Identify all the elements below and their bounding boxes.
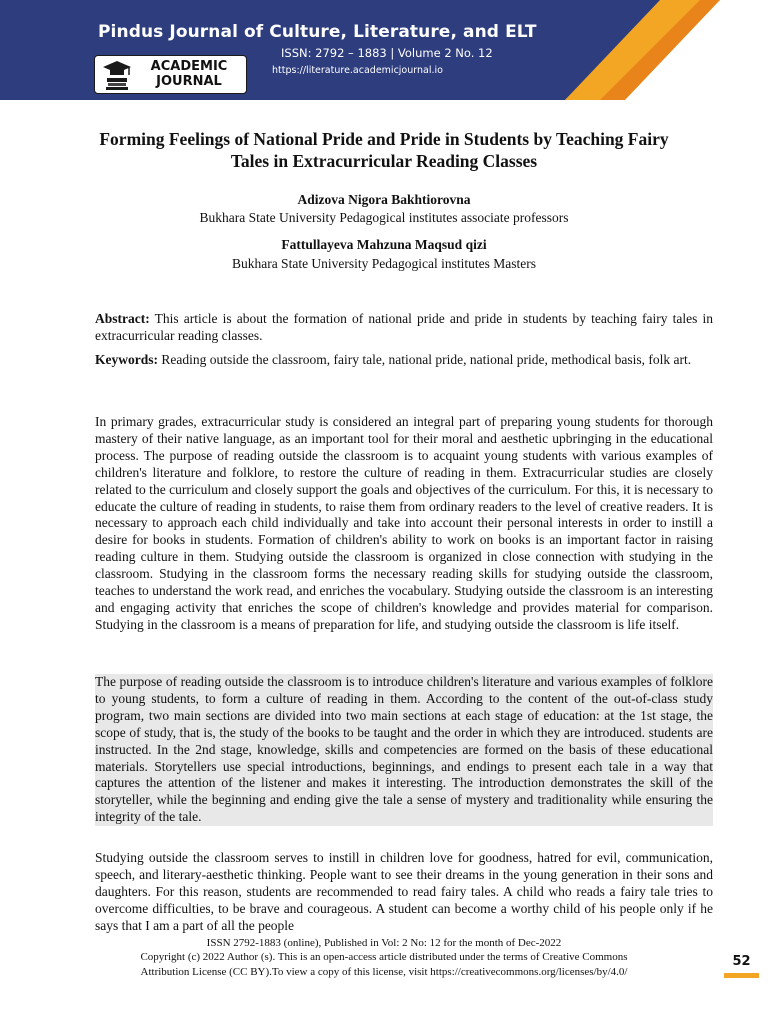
footer-copyright: Copyright (c) 2022 Author (s). This is an open-access article distributed under the terms of Creative Commons <box>140 951 628 963</box>
keywords <box>95 351 713 368</box>
author-affiliation-1: Bukhara State University Pedagogical institutes associate professors <box>199 210 569 225</box>
abstract-text: This article is about the formation of national pride and pride in students by teaching fairy tales in extracurricular reading classes. <box>95 311 713 343</box>
footer-license: Attribution License (CC BY).To view a copy of this license, visit https://creativecommons.org/licenses/by/4.0/ <box>140 966 628 978</box>
logo-wordmark <box>135 59 243 89</box>
academic-journal-logo <box>94 55 247 94</box>
abstract <box>95 310 713 344</box>
keywords-label: Keywords: <box>95 352 158 367</box>
logo-line-1: ACADEMIC <box>150 59 228 74</box>
article-title: Forming Feelings of National Pride and Pride in Students by Teaching Fairy Tales in Extracurricular Reading Classes <box>99 129 669 171</box>
page-number: 52 <box>724 950 759 978</box>
journal-url-link[interactable]: https://literature.academicjournal.io <box>272 65 443 76</box>
footer-issn: ISSN 2792-1883 (online), Published in Vol: 2 No: 12 for the month of Dec-2022 <box>206 937 562 949</box>
journal-banner <box>0 0 768 100</box>
body-paragraph-2: The purpose of reading outside the classroom is to introduce children's literature and various examples of folklore to young students, to form a culture of reading in them. According to the content of the out-of-class study program, two main sections are divided into two main sections at each stage of education: at the 1st stage, the scope of study, that is, the study of the books to be taught and the order in which they are introduced. students are instructed. In the 2nd stage, knowledge, skills and competencies are formed on the basis of these educational materials. Storytellers use special introductions, beginnings, and endings to present each tale in a way that captures the attention of the listener and makes it interesting. The introduction demonstrates the skill of the storyteller, while the beginning and ending give the tale a sense of mystery and traditionality while ensuring the integrity of the tale. <box>95 674 713 825</box>
journal-title: Pindus Journal of Culture, Literature, and ELT <box>98 22 537 42</box>
abstract-label: Abstract: <box>95 311 150 326</box>
author-name-2: Fattullayeva Mahzuna Maqsud qizi <box>281 237 487 252</box>
keywords-text: Reading outside the classroom, fairy tale, national pride, national pride, methodical basis, folk art. <box>161 352 692 367</box>
body-paragraph-3: Studying outside the classroom serves to instill in children love for goodness, hatred for evil, communication, speech, and literary-aesthetic thinking. People want to see their dreams in the young generation in their sons and daughters. For this reason, students are recommended to read fairy tales. A child who reads a fairy tale tries to overcome difficulties, to be brave and courageous. A student can become a worthy child of his people only if he says that I am a part of all the people <box>95 850 713 933</box>
author-name-1: Adizova Nigora Bakhtiorovna <box>297 192 471 207</box>
body-paragraph-1: In primary grades, extracurricular study is considered an integral part of preparing young students for thorough mastery of their native language, as an important tool for their moral and aesthetic upbringing in the educational process. The purpose of reading outside the classroom is to acquaint young students with various examples of children's literature and folklore, to restore the culture of reading in them. Extracurricular studies are closely related to the curriculum and closely support the goals and objectives of the curriculum. For this, it is necessary to educate the culture of reading in students, to raise them from ordinary readers to the level of creative readers. It is necessary to approach each child individually and take into account their personal interests in order to instill a desire for books in students. Formation of children's ability to work on books is an important factor in raising reading culture in them. Studying outside the classroom is organized in close connection with studying in the classroom. Studying in the classroom forms the necessary reading skills for studying outside the classroom, teaches to understand the work read, and enriches the vocabulary. Studying outside the classroom is an interesting and engaging activity that enriches the scope of children's knowledge and provides material for comparison. Studying in the classroom is a means of preparation for life, and studying outside the classroom is life itself. <box>95 414 713 632</box>
graduation-cap-icon <box>102 59 132 91</box>
author-affiliation-2: Bukhara State University Pedagogical institutes Masters <box>231 256 537 271</box>
logo-line-2: JOURNAL <box>156 74 222 89</box>
issn-volume: ISSN: 2792 – 1883 | Volume 2 No. 12 <box>281 46 493 60</box>
